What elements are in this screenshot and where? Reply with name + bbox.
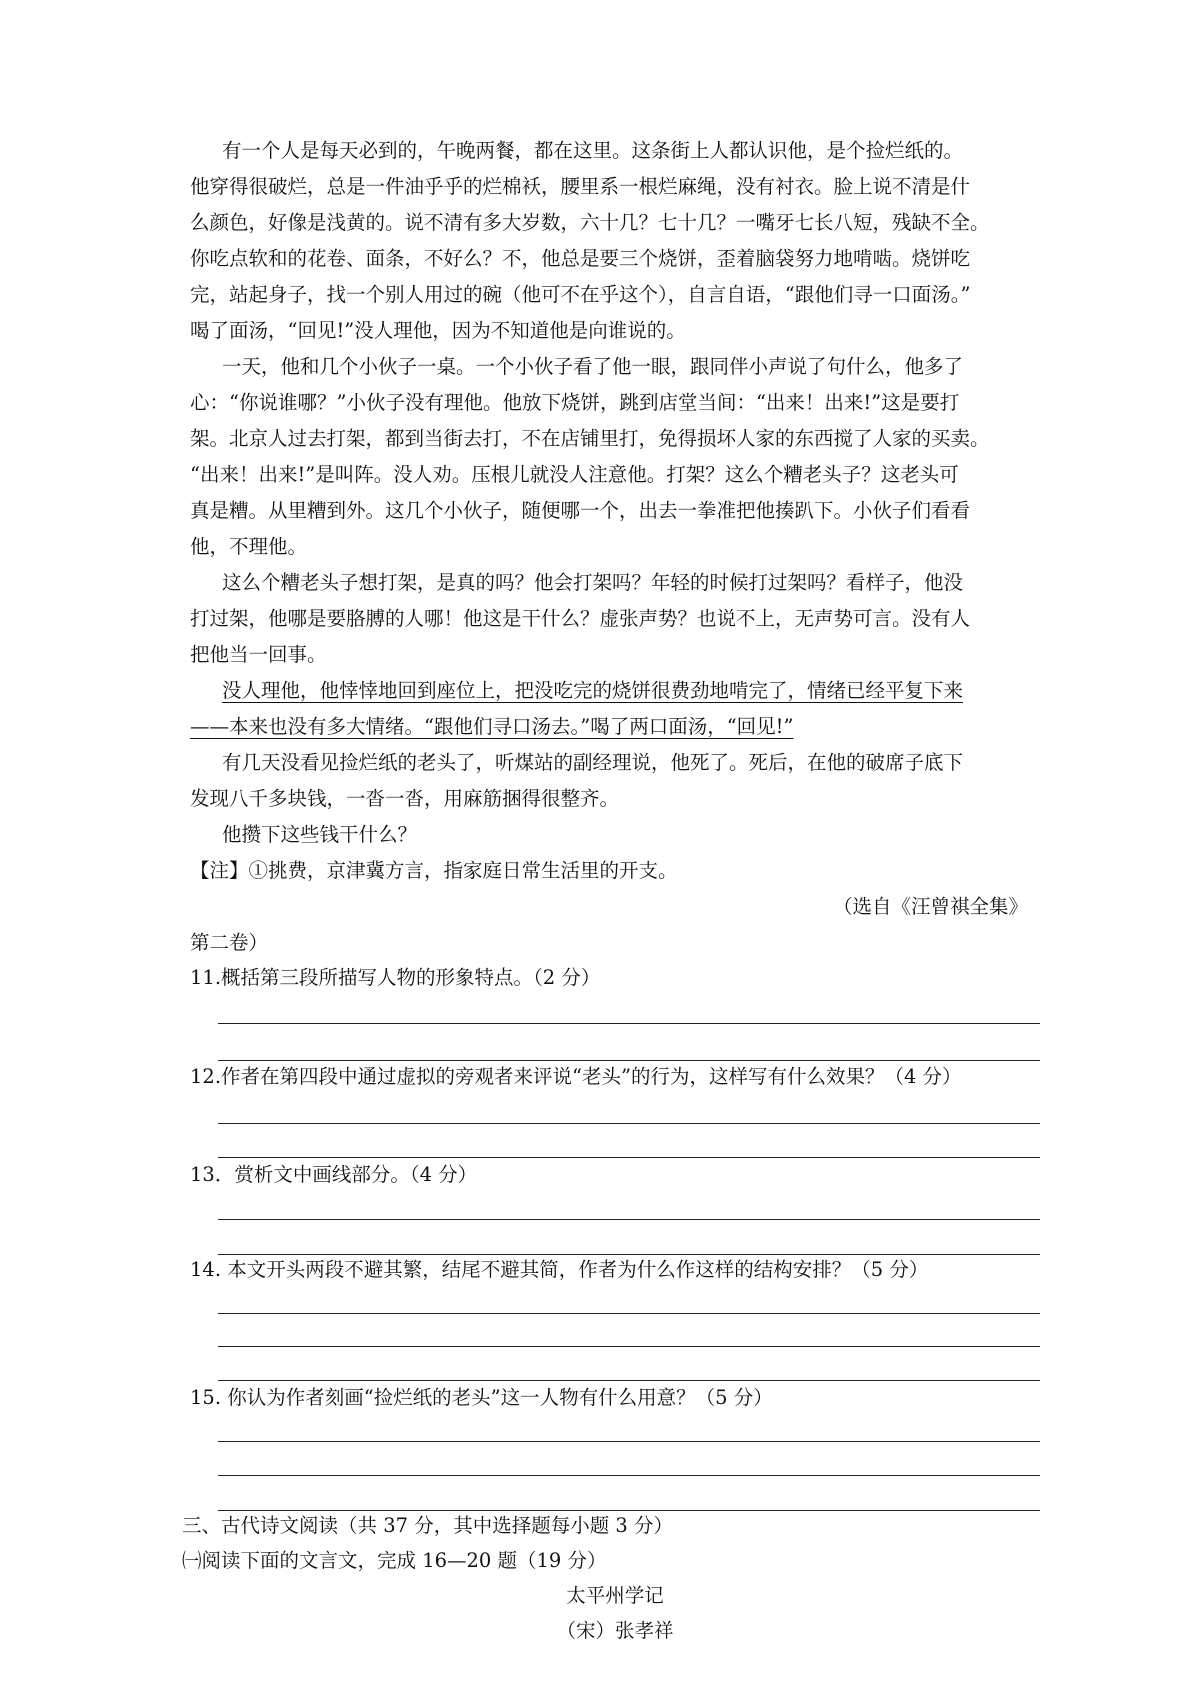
subsection-heading: ㈠阅读下面的文言文，完成 16—20 题（19 分） — [182, 1549, 607, 1572]
passage-line: 你吃点软和的花卷、面条，不好么？不，他总是要三个烧饼，歪着脑袋努力地啃啮。烧饼吃 — [190, 247, 971, 270]
source-citation: （选自《汪曾祺全集》 — [832, 895, 1028, 918]
passage-line: 他穿得很破烂，总是一件油乎乎的烂棉袄，腰里系一根烂麻绳，没有衬衣。脸上说不清是什 — [190, 175, 971, 198]
source-citation-cont: 第二卷） — [190, 931, 269, 954]
passage-line: 真是糟。从里糟到外。这几个小伙子，随便哪一个，出去一拳准把他揍趴下。小伙子们看看 — [190, 499, 971, 522]
answer-line — [218, 1023, 1040, 1024]
passage-line: 他攒下这些钱干什么？ — [222, 823, 418, 846]
answer-line — [218, 1441, 1040, 1442]
answer-line — [218, 1475, 1040, 1476]
question-13: 13．赏析文中画线部分。（4 分） — [190, 1163, 478, 1186]
passage-line: 心：“你说谁哪？”小伙子没有理他。他放下烧饼，跳到店堂当间：“出来！出来!”这是要打 — [190, 391, 960, 414]
question-14: 14. 本文开头两段不避其繁，结尾不避其简，作者为什么作这样的结构安排？（5 分） — [190, 1258, 929, 1281]
passage-line: 这么个糟老头子想打架，是真的吗？他会打架吗？年轻的时候打过架吗？看样子，他没 — [222, 571, 964, 594]
question-11: 11.概括第三段所描写人物的形象特点。（2 分） — [190, 966, 601, 989]
answer-line — [218, 1346, 1040, 1347]
answer-line — [218, 1219, 1040, 1220]
section-heading: 三、古代诗文阅读（共 37 分，其中选择题每小题 3 分） — [182, 1514, 674, 1537]
classical-text-title: 太平州学记 — [566, 1584, 664, 1607]
passage-line: 么颜色，好像是浅黄的。说不清有多大岁数，六十几？七十几？一嘴牙七长八短，残缺不全。 — [190, 211, 990, 234]
passage-line: 打过架，他哪是要胳膊的人哪！他这是干什么？虚张声势？也说不上，无声势可言。没有人 — [190, 607, 971, 630]
passage-line: 把他当一回事。 — [190, 643, 327, 666]
footnote: 【注】①挑费，京津冀方言，指家庭日常生活里的开支。 — [190, 859, 678, 882]
passage-line: 喝了面汤，“回见!”没人理他，因为不知道他是向谁说的。 — [190, 319, 686, 342]
passage-line: 架。北京人过去打架，都到当街去打，不在店铺里打，免得损坏人家的东西搅了人家的买卖。 — [190, 427, 990, 450]
classical-text-author: （宋）张孝祥 — [556, 1619, 674, 1642]
passage-line: 一天，他和几个小伙子一桌。一个小伙子看了他一眼，跟同伴小声说了句什么，他多了 — [222, 355, 964, 378]
passage-line: 发现八千多块钱，一沓一沓，用麻筋捆得很整齐。 — [190, 787, 620, 810]
passage-line: “出来！出来!”是叫阵。没人劝。压根儿就没人注意他。打架？这么个糟老头子？这老头可 — [190, 463, 959, 486]
underlined-passage-line: ——本来也没有多大情绪。“跟他们寻口汤去。”喝了两口面汤，“回见!” — [190, 715, 794, 738]
passage-line: 有一个人是每天必到的，午晚两餐，都在这里。这条街上人都认识他，是个捡烂纸的。 — [222, 139, 964, 162]
answer-line — [218, 1313, 1040, 1314]
passage-line: 他，不理他。 — [190, 535, 308, 558]
passage-line: 完，站起身子，找一个别人用过的碗（他可不在乎这个），自言自语，“跟他们寻一口面汤。” — [190, 283, 971, 306]
underlined-passage-line: 没人理他，他悻悻地回到座位上，把没吃完的烧饼很费劲地啃完了，情绪已经平复下来 — [222, 679, 964, 702]
question-12: 12.作者在第四段中通过虚拟的旁观者来评说“老头”的行为，这样写有什么效果？（4 分） — [190, 1065, 962, 1088]
passage-line: 有几天没看见捡烂纸的老头了，听煤站的副经理说，他死了。死后，在他的破席子底下 — [222, 751, 964, 774]
answer-line — [218, 1123, 1040, 1124]
question-15: 15. 你认为作者刻画“捡烂纸的老头”这一人物有什么用意？（5 分） — [190, 1386, 773, 1409]
